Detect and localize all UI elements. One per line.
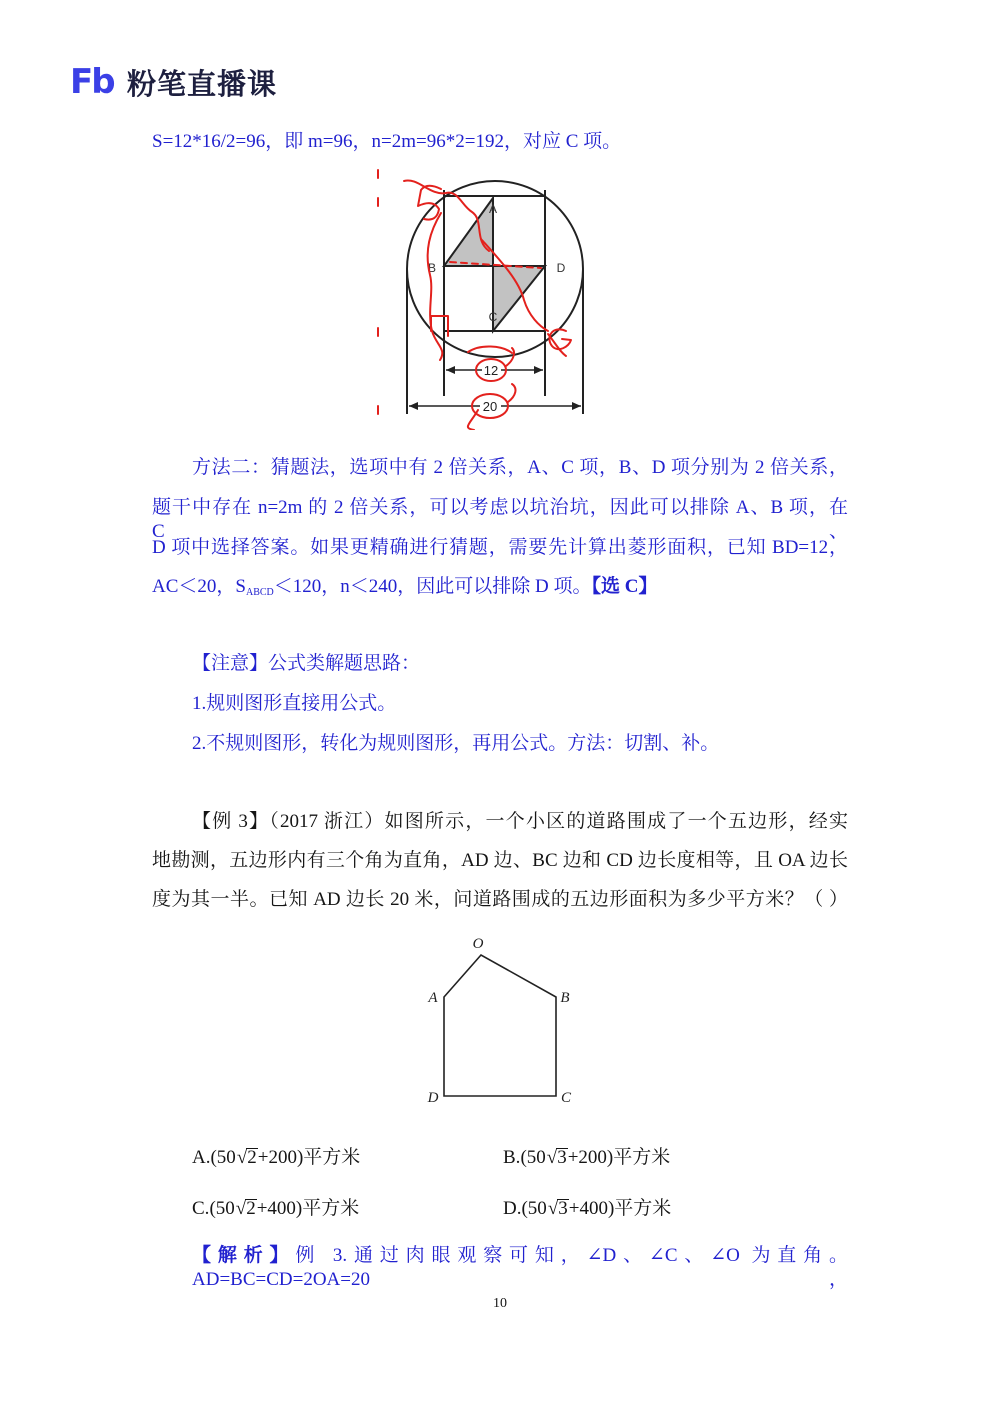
option-rest: +200)平方米 xyxy=(257,1147,361,1168)
method2-last-pre: AC＜20，S xyxy=(152,576,246,597)
option-c xyxy=(192,1197,359,1221)
analysis-text: 例 3.通过肉眼观察可知，∠D、∠C、∠O 为直角。AD=BC=CD=2OA=20， xyxy=(192,1245,848,1290)
option-rest: +400)平方米 xyxy=(568,1198,672,1219)
note-item: 1.规则图形直接用公式。 xyxy=(192,693,397,714)
option-b xyxy=(503,1146,670,1170)
option-label: B. xyxy=(503,1147,521,1168)
method2-line: D 项中选择答案。如果更精确进行猜题，需要先计算出菱形面积，已知 BD=12， xyxy=(152,537,848,558)
example-line: 地勘测，五边形内有三个角为直角，AD 边、BC 边和 CD 边长度相等，且 OA 边长 xyxy=(152,850,848,871)
option-coefficient: (50 xyxy=(521,1198,547,1219)
vertex-label-d: D xyxy=(556,261,566,275)
option-label: C. xyxy=(192,1198,210,1219)
radical-sign: √ xyxy=(236,1147,248,1168)
brand-logo xyxy=(70,61,277,103)
brand-name: 粉笔直播课 xyxy=(127,66,278,101)
arrow-inner-left xyxy=(446,366,455,374)
vertex-label-b: B xyxy=(560,990,570,1006)
vertex-label-d: D xyxy=(427,1090,439,1106)
radical-sign: √ xyxy=(235,1198,247,1219)
analysis-tag: 【解析】 xyxy=(192,1245,296,1266)
option-radicand: 2 xyxy=(246,1198,256,1219)
vertex-label-o: O xyxy=(472,936,484,952)
dimension-outer-label: 20 xyxy=(482,399,498,414)
option-coefficient: (50 xyxy=(210,1147,236,1168)
method2-last-line xyxy=(152,575,657,599)
analysis-line xyxy=(192,1244,848,1290)
option-coefficient: (50 xyxy=(520,1147,546,1168)
method2-line: 方法二：猜题法，选项中有 2 倍关系，A、C 项，B、D 项分别为 2 倍关系， xyxy=(192,457,848,478)
solution-line: S=12*16/2=96，即 m=96，n=2m=96*2=192，对应 C 项。 xyxy=(152,131,622,152)
option-radicand: 3 xyxy=(558,1198,568,1219)
vertex-label-b: B xyxy=(427,261,437,275)
arrow-outer-right xyxy=(572,402,581,410)
example-line: 【例 3】（2017 浙江）如图所示，一个小区的道路围成了一个五边形，经实 xyxy=(192,811,848,832)
option-d xyxy=(503,1197,671,1221)
method2-line: 题干中存在 n=2m 的 2 倍关系，可以考虑以坑治坑，因此可以排除 A、B 项，在 C、 xyxy=(152,497,848,542)
option-radicand: 2 xyxy=(247,1147,257,1168)
option-label: D. xyxy=(503,1198,522,1219)
vertex-label-c: C xyxy=(488,310,498,324)
option-rest: +200)平方米 xyxy=(567,1147,671,1168)
area-subscript: ABCD xyxy=(245,587,274,598)
option-coefficient: (50 xyxy=(209,1198,235,1219)
method2-last-post: ＜120，n＜240，因此可以排除 D 项。 xyxy=(273,576,592,597)
note-item: 2.不规则图形，转化为规则图形，再用公式。方法：切割、补。 xyxy=(192,733,720,754)
example-line: 度为其一半。已知 AD 边长 20 米，问道路围成的五边形面积为多少平方米？（ ） xyxy=(152,889,848,910)
pentagon-oabcd xyxy=(444,955,556,1096)
vertex-label-a: A xyxy=(428,990,438,1006)
option-radicand: 3 xyxy=(557,1147,567,1168)
option-label: A. xyxy=(192,1147,211,1168)
radical-sign: √ xyxy=(546,1147,558,1168)
radical-sign: √ xyxy=(547,1198,559,1219)
figure-pentagon xyxy=(420,925,585,1110)
note-title: 【注意】公式类解题思路： xyxy=(192,653,421,674)
fb-logo-icon: Fb xyxy=(70,62,114,102)
figure-rhombus-in-circle xyxy=(370,160,600,430)
page-number: 10 xyxy=(493,1296,507,1311)
answer-tag: 【选 C】 xyxy=(591,576,658,597)
vertex-label-c: C xyxy=(560,1090,572,1106)
option-rest: +400)平方米 xyxy=(256,1198,360,1219)
vertex-label-a: A xyxy=(488,202,498,216)
option-a xyxy=(192,1146,360,1170)
dimension-inner-label: 12 xyxy=(483,363,499,378)
arrow-outer-left xyxy=(409,402,418,410)
arrow-inner-right xyxy=(534,366,543,374)
